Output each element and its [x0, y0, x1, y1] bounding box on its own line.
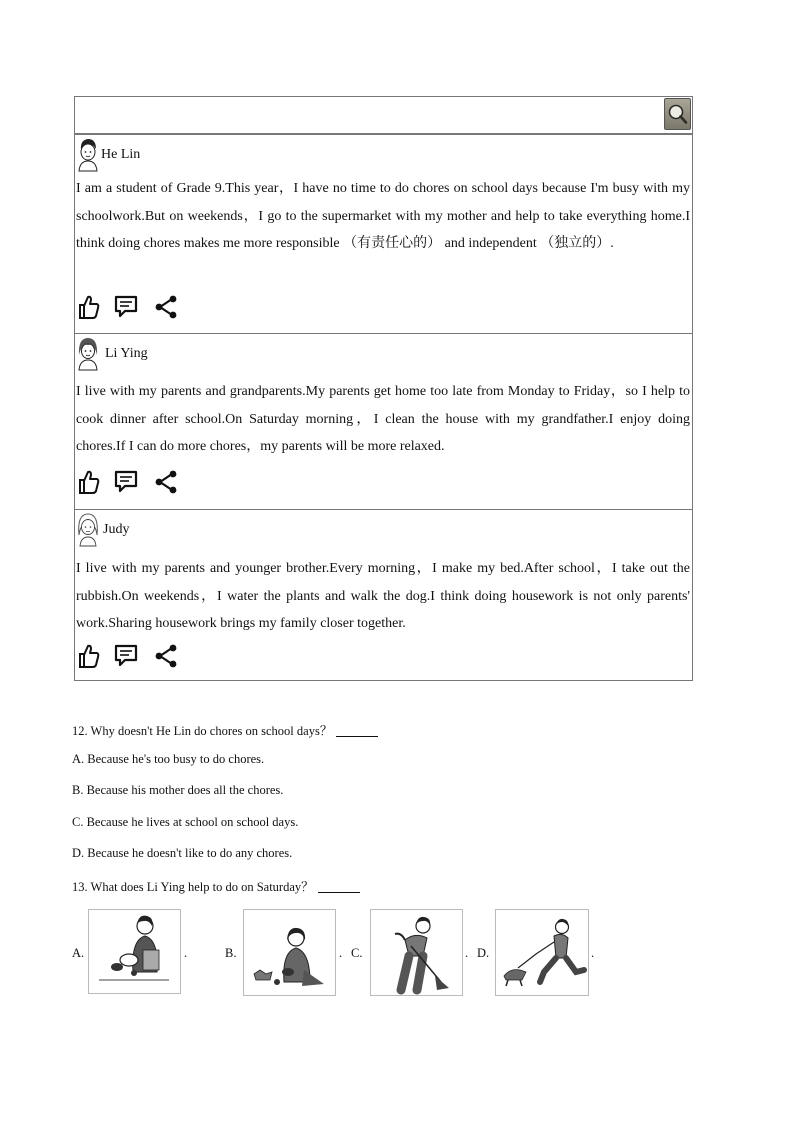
option-b-letter[interactable]: B. — [225, 946, 237, 960]
thumbs-up-icon[interactable] — [78, 643, 102, 669]
avatar-icon — [76, 335, 100, 371]
answer-blank[interactable] — [318, 880, 360, 893]
post-he-lin — [75, 134, 692, 333]
option-a-letter[interactable]: A. — [72, 946, 85, 960]
option-c-letter[interactable]: C. — [351, 946, 363, 960]
post-judy — [75, 509, 692, 681]
post-text: I live with my parents and younger brother.Every morning，I make my bed.After school，I take out the rubbish.On weekends，I water the plants and walk the dog.I think doing housework is not only parents' work.Sharing housework brings my family closer together. — [76, 561, 690, 632]
option-a-image[interactable] — [88, 909, 181, 994]
answer-blank[interactable] — [336, 724, 378, 737]
question-13 — [72, 877, 360, 895]
question-12-option-a[interactable]: A. Because he's too busy to do chores. — [72, 752, 265, 766]
option-c-end: . — [465, 946, 469, 960]
option-c-image[interactable] — [370, 909, 463, 996]
share-icon[interactable] — [154, 643, 178, 669]
thumbs-up-icon[interactable] — [78, 469, 102, 495]
comment-icon[interactable] — [114, 643, 138, 669]
post-text: I live with my parents and grandparents.My parents get home too late from Monday to Friday，so I help to cook dinner after school.On Saturday morning，I clean the house with my grandfather.I enjoy doing chores.If I can do more chores，my parents will be more relaxed. — [76, 384, 690, 455]
comment-icon[interactable] — [114, 469, 138, 495]
search-button[interactable] — [664, 98, 691, 130]
post-text: I am a student of Grade 9.This year，I have no time to do chores on school days because I'm busy with my schoolwork.But on weekends，I go to the supermarket with my mother and help to take everything home.I think doing chores makes me more responsible （有责任心的） and independent （独立的）. — [76, 181, 690, 252]
author-name[interactable]: Li Ying — [105, 346, 148, 361]
question-12-option-c[interactable]: C. Because he lives at school on school days. — [72, 815, 299, 829]
post-li-ying — [75, 333, 692, 509]
author-name[interactable]: He Lin — [101, 147, 141, 162]
question-12-option-d[interactable]: D. Because he doesn't like to do any chores. — [72, 846, 293, 860]
search-icon — [665, 99, 690, 129]
option-b-image[interactable] — [243, 909, 336, 996]
option-a-end: . — [184, 946, 188, 960]
question-stem: 12. Why doesn't He Lin do chores on school days？ — [72, 724, 333, 738]
option-b-end: . — [339, 946, 343, 960]
thumbs-up-icon[interactable] — [78, 294, 102, 320]
avatar-icon — [76, 136, 100, 172]
question-12-option-b[interactable]: B. Because his mother does all the chores. — [72, 783, 284, 797]
avatar-icon — [76, 511, 100, 547]
author-name[interactable]: Judy — [103, 522, 130, 537]
question-stem: 13. What does Li Ying help to do on Saturday？ — [72, 880, 314, 894]
option-d-end: . — [591, 946, 595, 960]
forum-panel — [74, 96, 693, 681]
option-d-letter[interactable]: D. — [477, 946, 490, 960]
forum-toolbar — [75, 97, 692, 134]
share-icon[interactable] — [154, 294, 178, 320]
comment-icon[interactable] — [114, 294, 138, 320]
question-12 — [72, 721, 378, 739]
share-icon[interactable] — [154, 469, 178, 495]
option-d-image[interactable] — [495, 909, 589, 996]
